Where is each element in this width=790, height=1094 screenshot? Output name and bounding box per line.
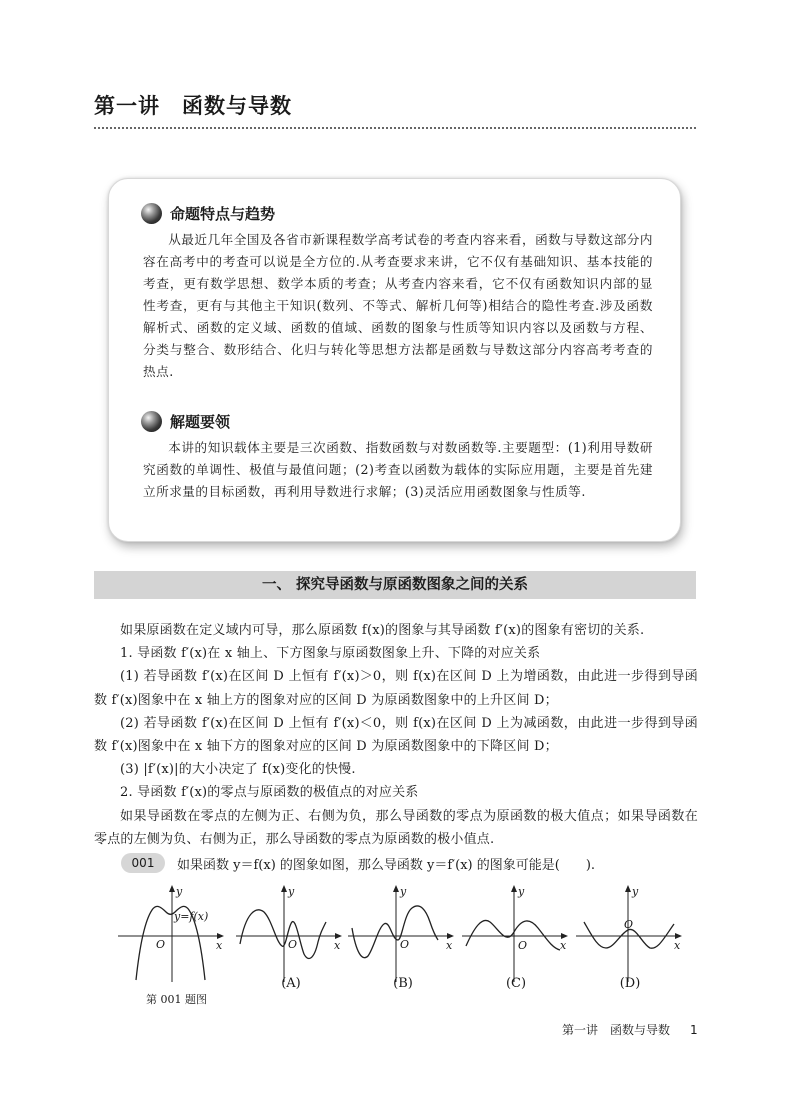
heading-trends-label: 命题特点与趋势 <box>170 205 276 223</box>
title-divider <box>94 127 696 129</box>
question-text: 如果函数 y＝f(x) 的图象如图，那么导函数 y＝f′(x) 的图象可能是( ). <box>177 857 596 873</box>
question-001 <box>121 853 701 873</box>
body-paragraph: 如果原函数在定义域内可导，那么原函数 f(x)的图象与其导函数 f′(x)的图象有密切的关系. <box>120 623 645 638</box>
page-number: 1 <box>690 1023 698 1037</box>
trends-paragraph: 从最近几年全国及各省市新课程数学高考试卷的考查内容来看，函数与导数这部分内容在高考中的考查可以说是全方位的.从考查要求来讲，它不仅有基础知识、基本技能的考查，更有数学思想、数学本质的考查；从考查内容来看，它不仅有函数知识内部的显性考查，更有与其他主干知识(数列、不等式、解析几何等)相结合的隐性考查.涉及函数解析式、函数的定义域、函数的值域、函数的图象与性质等知识内容以及函数与方程、分类与整合、数形结合、化归与转化等思想方法都是函数与导数这部分内容高考考查的热点. <box>143 232 653 379</box>
option-d-graph[interactable] <box>574 882 686 986</box>
body-paragraph: (3) |f′(x)|的大小决定了 f(x)变化的快慢. <box>120 762 356 778</box>
footer-chapter: 第一讲 函数与导数 <box>562 1023 671 1037</box>
axis-y-label: y <box>176 885 183 898</box>
original-function-graph <box>116 882 228 986</box>
bullet-ball-icon <box>141 203 162 224</box>
heading-tips-label: 解题要领 <box>170 413 231 431</box>
bullet-ball-icon <box>141 411 162 432</box>
axis-y-label: y <box>518 885 525 898</box>
body-paragraph: 1. 导函数 f′(x)在 x 轴上、下方图象与原函数图象上升、下降的对应关系 <box>120 646 541 662</box>
option-c-label[interactable]: (C) <box>505 976 527 991</box>
option-d-label[interactable]: (D) <box>619 976 641 991</box>
heading-trends <box>141 203 275 224</box>
axis-x-label: x <box>334 939 341 952</box>
axis-x-label: x <box>216 939 223 952</box>
origin-label: O <box>624 918 634 931</box>
origin-label: O <box>400 938 410 951</box>
option-a-graph[interactable] <box>234 882 346 986</box>
axis-y-label: y <box>400 885 407 898</box>
section-title: 一、 探究导函数与原函数图象之间的关系 <box>94 571 696 599</box>
axis-x-label: x <box>560 939 567 952</box>
body-paragraph: 如果导函数在零点的左侧为正、右侧为负，那么导函数的零点为原函数的极大值点；如果导函数在零点的左侧为负、右侧为正，那么导函数的零点为原函数的极小值点. <box>94 808 698 847</box>
axis-y-label: y <box>632 885 639 898</box>
tips-paragraph: 本讲的知识载体主要是三次函数、指数函数与对数函数等.主要题型：(1)利用导数研究函数的单调性、极值与最值问题；(2)考查以函数为载体的实际应用题，主要是首先建立所求量的目标函数，再利用导数进行求解；(3)灵活应用函数图象与性质等. <box>143 440 653 499</box>
summary-box <box>108 178 681 542</box>
option-c-curve <box>466 920 560 950</box>
option-b-curve <box>352 906 438 958</box>
option-b-label[interactable]: (B) <box>393 976 413 991</box>
origin-label: O <box>288 938 298 951</box>
origin-label: O <box>156 938 166 951</box>
origin-label: O <box>518 939 528 952</box>
axis-x-label: x <box>446 939 453 952</box>
option-c-graph[interactable] <box>460 882 572 986</box>
page-footer <box>562 1021 698 1038</box>
axis-y-label: y <box>288 885 295 898</box>
body-paragraph: (2) 若导函数 f′(x)在区间 D 上恒有 f′(x)＜0，则 f(x)在区间 D 上为减函数，由此进一步得到导函数 f′(x)图象中在 x 轴下方的图象对应的区间 D 为原函数图象中的下降区间 D； <box>94 715 698 755</box>
page-title: 第一讲 函数与导数 <box>94 94 292 118</box>
axis-x-label: x <box>674 939 681 952</box>
figure-caption: 第 001 题图 <box>146 993 207 1006</box>
body-paragraph: 2. 导函数 f′(x)的零点与原函数的极值点的对应关系 <box>120 785 419 801</box>
heading-tips <box>141 411 230 432</box>
function-label: y=f(x) <box>174 910 209 923</box>
option-a-curve <box>240 910 326 959</box>
body-paragraph: (1) 若导函数 f′(x)在区间 D 上恒有 f′(x)＞0，则 f(x)在区间 D 上为增函数，由此进一步得到导函数 f′(x)图象中在 x 轴上方的图象对应的区间 D 为原函数图象中的上升区间 D； <box>94 669 698 708</box>
question-number-badge: 001 <box>121 853 165 873</box>
option-a-label[interactable]: (A) <box>281 976 301 991</box>
body-text <box>94 619 698 851</box>
option-b-graph[interactable] <box>346 882 458 986</box>
